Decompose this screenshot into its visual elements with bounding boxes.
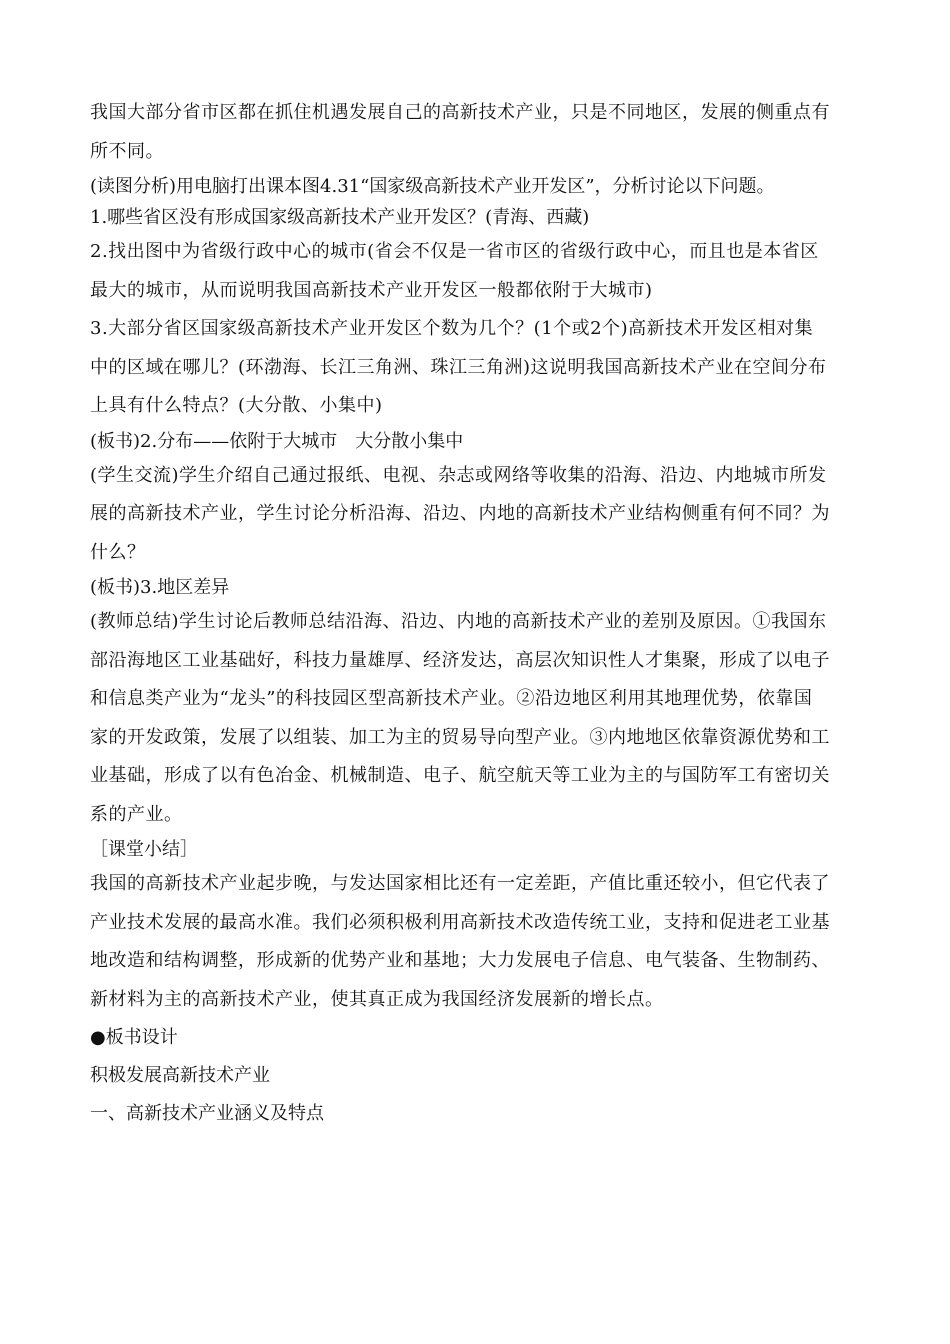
class-summary-heading: ［课堂小结］ [90, 839, 198, 860]
question-2-line-2: 最大的城市，从而说明我国高新技术产业开发区一般都依附于大城市) [90, 279, 653, 301]
class-summary-line-1: 我国的高新技术产业起步晚，与发达国家相比还有一定差距，产值比重还较小，但它代表了 [90, 873, 830, 894]
document-body [90, 94, 870, 1133]
question-1: 1.哪些省区没有形成国家级高新技术产业开发区？(青海、西藏) [90, 207, 590, 228]
map-analysis-heading: (读图分析)用电脑打出课本图4.31“国家级高新技术产业开发区”，分析讨论以下问题。 [90, 176, 775, 197]
board-note-distribution: (板书)2.分布——依附于大城市 大分散小集中 [90, 430, 464, 452]
paragraph-intro-line-2: 所不同。 [90, 140, 164, 162]
board-design-section-1: 一、高新技术产业涵义及特点 [90, 1103, 324, 1124]
student-exchange-line-3: 什么？ [90, 541, 146, 563]
question-3-line-1: 3.大部分省区国家级高新技术产业开发区个数为几个？(1个或2个)高新技术开发区相对集 [90, 318, 814, 339]
question-3-line-3: 上具有什么特点？(大分散、小集中) [90, 395, 383, 416]
board-design-title: 积极发展高新技术产业 [90, 1065, 270, 1086]
student-exchange-line-2: 展的高新技术产业，学生讨论分析沿海、沿边、内地的高新技术产业结构侧重有何不同？为 [90, 503, 830, 524]
teacher-summary-line-3: 和信息类产业为“龙头”的科技园区型高新技术产业。②沿边地区利用其地理优势，依靠国 [90, 688, 813, 709]
teacher-summary-line-2: 部沿海地区工业基础好，科技力量雄厚、经济发达，高层次知识性人才集聚，形成了以电子 [90, 649, 830, 671]
board-note-regional-difference: (板书)3.地区差异 [90, 577, 230, 598]
paragraph-intro-line-1: 我国大部分省市区都在抓住机遇发展自己的高新技术产业，只是不同地区，发展的侧重点有 [90, 102, 830, 123]
board-design-heading: ●板书设计 [90, 1027, 178, 1048]
teacher-summary-line-6: 系的产业。 [90, 803, 183, 825]
class-summary-line-3: 地改造和结构调整，形成新的优势产业和基地；大力发展电子信息、电气装备、生物制药、 [90, 950, 830, 971]
teacher-summary-line-5: 业基础，形成了以有色冶金、机械制造、电子、航空航天等工业为主的与国防军工有密切关 [90, 765, 830, 786]
class-summary-line-2: 产业技术发展的最高水准。我们必须积极利用高新技术改造传统工业，支持和促进老工业基 [90, 911, 830, 933]
teacher-summary-line-4: 家的开发政策，发展了以组装、加工为主的贸易导向型产业。③内地地区依靠资源优势和工 [90, 726, 830, 748]
question-3-line-2: 中的区域在哪儿？(环渤海、长江三角洲、珠江三角洲)这说明我国高新技术产业在空间分布 [90, 356, 827, 378]
class-summary-line-4: 新材料为主的高新技术产业，使其真正成为我国经济发展新的增长点。 [90, 988, 664, 1010]
student-exchange-line-1: (学生交流)学生介绍自己通过报纸、电视、杂志或网络等收集的沿海、沿边、内地城市所发 [90, 464, 827, 486]
question-2-line-1: 2.找出图中为省级行政中心的城市(省会不仅是一省市区的省级行政中心，而且也是本省区 [90, 241, 819, 262]
teacher-summary-line-1: (教师总结)学生讨论后教师总结沿海、沿边、内地的高新技术产业的差别及原因。①我国东 [90, 611, 827, 632]
